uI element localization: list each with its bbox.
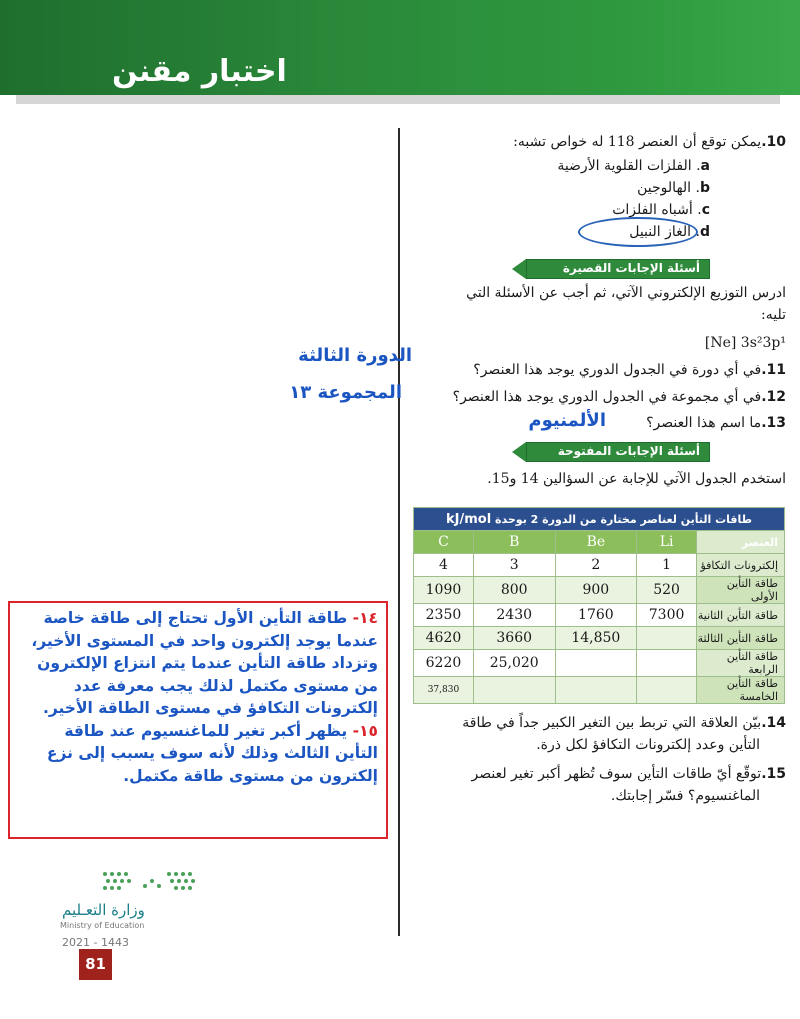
table-row: طاقة التأين الأولى 520 900 800 1090 — [414, 577, 785, 604]
question-13: 13.ما اسم هذا العنصر؟ — [646, 415, 786, 431]
table-caption-row — [414, 508, 785, 531]
answer-circle-mark — [578, 217, 698, 247]
short-intro-line-1: ادرس التوزيع الإلكتروني الآتي، ثم أجب عن الأسئلة التي — [466, 285, 786, 301]
element-header: B — [473, 531, 555, 554]
question-10 — [513, 134, 786, 150]
question-12: 12.في أي مجموعة في الجدول الدوري يوجد هذا العنصر؟ — [452, 389, 786, 405]
option-b: b. الهالوجين — [637, 180, 710, 196]
question-15-line-2: الماغنسيوم؟ فسّر إجابتك. — [610, 788, 760, 804]
answer-box — [8, 601, 388, 839]
question-15: 15.توقّع أيّ طاقات التأين سوف تُظهر أكبر تغير لعنصر — [471, 766, 786, 782]
ministry-name-arabic: وزارة التعـليم — [62, 901, 145, 919]
ionization-energy-table — [413, 507, 785, 704]
question-14: 14.بيّن العلاقة التي تربط بين التغير الكبير جداً في طاقة — [462, 715, 786, 731]
option-a: a. الفلزات القلوية الأرضية — [557, 158, 710, 174]
ministry-name-english: Ministry of Education — [60, 921, 145, 930]
question-11: 11.في أي دورة في الجدول الدوري يوجد هذا العنصر؟ — [473, 362, 786, 378]
table-header-label: العنصر — [697, 531, 785, 554]
table-header-row — [414, 531, 785, 554]
table-row: طاقة التأين الرابعة 25,020 6220 — [414, 650, 785, 677]
electron-configuration: [Ne] 3s²3p¹ — [704, 335, 786, 351]
handwritten-answer-11: الدورة الثالثة — [298, 345, 412, 366]
open-intro: استخدم الجدول الآتي للإجابة عن السؤالين 14 و15. — [487, 471, 786, 487]
table-row: إلكترونات التكافؤ 1 2 3 4 — [414, 554, 785, 577]
handwritten-answer-12: المجموعة ١٣ — [289, 382, 402, 403]
question-number: 10. — [761, 134, 786, 150]
short-answer-section-header: أسئلة الإجابات القصيرة — [526, 259, 710, 279]
table-row: طاقة التأين الخامسة 37,830 — [414, 677, 785, 704]
element-header: Li — [637, 531, 697, 554]
header-banner — [0, 0, 800, 95]
element-header: C — [414, 531, 474, 554]
ministry-logo-icon — [103, 870, 197, 896]
answer-14-text: طاقة التأين الأول تحتاج إلى طاقة خاصة عندما يوجد إلكترون واحد في المستوى الأخير، وتزداد طاقة التأين عندما يتم انتزاع الإلكترون من مستوى مكتمل لذلك يجب معرفة عدد إلكترونات التكافؤ في مستوى الطاقة الأخير. — [31, 609, 378, 717]
answer-14-number: ١٤- — [352, 609, 378, 627]
answer-15-number: ١٥- — [352, 721, 378, 740]
banner-shadow — [16, 95, 780, 104]
option-c: c. أشباه الفلزات — [612, 202, 710, 218]
open-answer-section-header: أسئلة الإجابات المفتوحة — [526, 442, 710, 462]
table-caption: طاقات التأين لعناصر مختارة من الدورة 2 بوحدة kJ/mol — [414, 508, 785, 531]
question-text: يمكن توقع أن العنصر 118 له خواص تشبه: — [513, 134, 762, 150]
table-row: طاقة التأين الثانية 7300 1760 2430 2350 — [414, 604, 785, 627]
short-intro-line-2: تليه: — [761, 307, 786, 323]
question-14-line-2: التأين وعدد إلكترونات التكافؤ لكل ذرة. — [536, 737, 760, 753]
table-row: طاقة التأين الثالثة 14,850 3660 4620 — [414, 627, 785, 650]
element-header: Be — [555, 531, 637, 554]
page-number: 81 — [79, 949, 112, 980]
edition-year: 2021 - 1443 — [62, 936, 129, 949]
column-divider — [398, 128, 400, 936]
page-title: اختبار مقنن — [112, 54, 287, 89]
handwritten-answer-13: الألمنيوم — [528, 410, 606, 431]
option-d: d. الغاز النبيل — [629, 224, 710, 240]
answer-15-text: يظهر أكبر تغير للماغنسيوم عند طاقة التأين الثالث وذلك لأنه سوف يسبب إلى نزع إلكترون من مستوى طاقة مكتمل. — [46, 721, 378, 785]
